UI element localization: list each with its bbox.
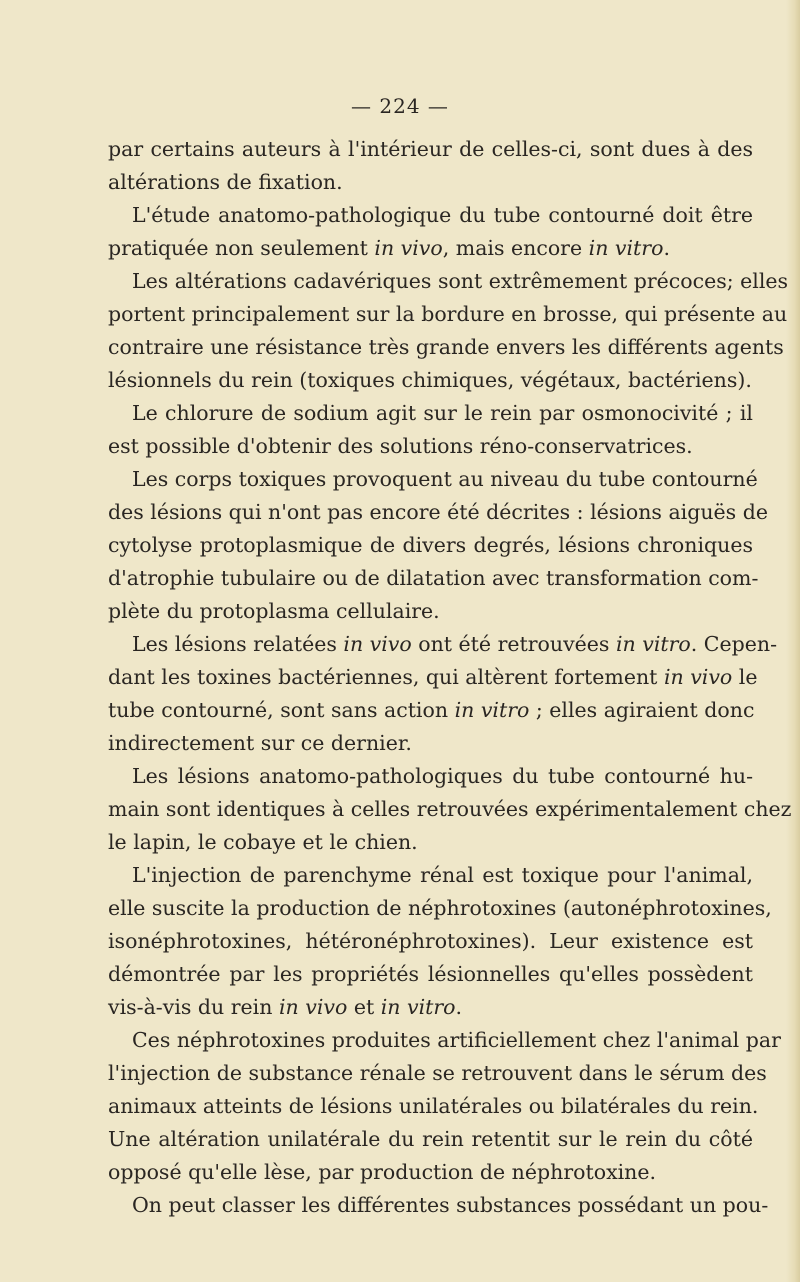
text-line: altérations de fixation. [108, 170, 343, 194]
text-line: Les altérations cadavériques sont extrêmement précoces; elles [132, 269, 789, 293]
page-edge [786, 0, 800, 1282]
text-line: L'injection de parenchyme rénal est toxique pour l'animal, [132, 863, 753, 887]
text-line: dant les toxines bactériennes, qui altèrent fortement in vivo le [108, 665, 758, 689]
text-line: est possible d'obtenir des solutions réno-conservatrices. [108, 434, 693, 458]
text-line: L'étude anatomo-pathologique du tube contourné doit être [132, 203, 753, 227]
text-line: d'atrophie tubulaire ou de dilatation avec transformation com- [108, 566, 759, 590]
text-line: isonéphrotoxines, hétéronéphrotoxines). Leur existence est [108, 929, 753, 953]
page-number: — 224 — [351, 94, 449, 118]
text-line: indirectement sur ce dernier. [108, 731, 412, 755]
text-line: le lapin, le cobaye et le chien. [108, 830, 418, 854]
text-line: contraire une résistance très grande envers les différents agents [108, 335, 784, 359]
text-line: Les lésions anatomo-pathologiques du tube contourné hu- [132, 764, 753, 788]
text-line: plète du protoplasma cellulaire. [108, 599, 440, 623]
text-line: Une altération unilatérale du rein retentit sur le rein du côté [108, 1127, 753, 1151]
text-line: pratiquée non seulement in vivo, mais encore in vitro. [108, 236, 670, 260]
text-line: l'injection de substance rénale se retrouvent dans le sérum des [108, 1061, 767, 1085]
text-line: lésionnels du rein (toxiques chimiques, végétaux, bactériens). [108, 368, 752, 392]
text-line: Ces néphrotoxines produites artificiellement chez l'animal par [132, 1028, 781, 1052]
text-line: opposé qu'elle lèse, par production de néphrotoxine. [108, 1160, 657, 1184]
text-line: animaux atteints de lésions unilatérales ou bilatérales du rein. [108, 1094, 759, 1118]
text-line: cytolyse protoplasmique de divers degrés, lésions chroniques [108, 533, 753, 557]
text-line: Les corps toxiques provoquent au niveau du tube contourné [132, 467, 758, 491]
text-line: portent principalement sur la bordure en brosse, qui présente au [108, 302, 788, 326]
text-line: Le chlorure de sodium agit sur le rein par osmonocivité ; il [132, 401, 753, 425]
text-line: par certains auteurs à l'intérieur de celles-ci, sont dues à des [108, 137, 753, 161]
text-line: démontrée par les propriétés lésionnelles qu'elles possèdent [108, 962, 753, 986]
text-line: On peut classer les différentes substances possédant un pou- [132, 1193, 769, 1217]
text-line: main sont identiques à celles retrouvées expérimentalement chez [108, 797, 792, 821]
text-line: elle suscite la production de néphrotoxines (autonéphrotoxines, [108, 896, 772, 920]
text-line: Les lésions relatées in vivo ont été retrouvées in vitro. Cepen- [132, 632, 777, 656]
text-line: tube contourné, sont sans action in vitro ; elles agiraient donc [108, 698, 755, 722]
text-line: vis-à-vis du rein in vivo et in vitro. [108, 995, 463, 1019]
text-line: des lésions qui n'ont pas encore été décrites : lésions aiguës de [108, 500, 768, 524]
